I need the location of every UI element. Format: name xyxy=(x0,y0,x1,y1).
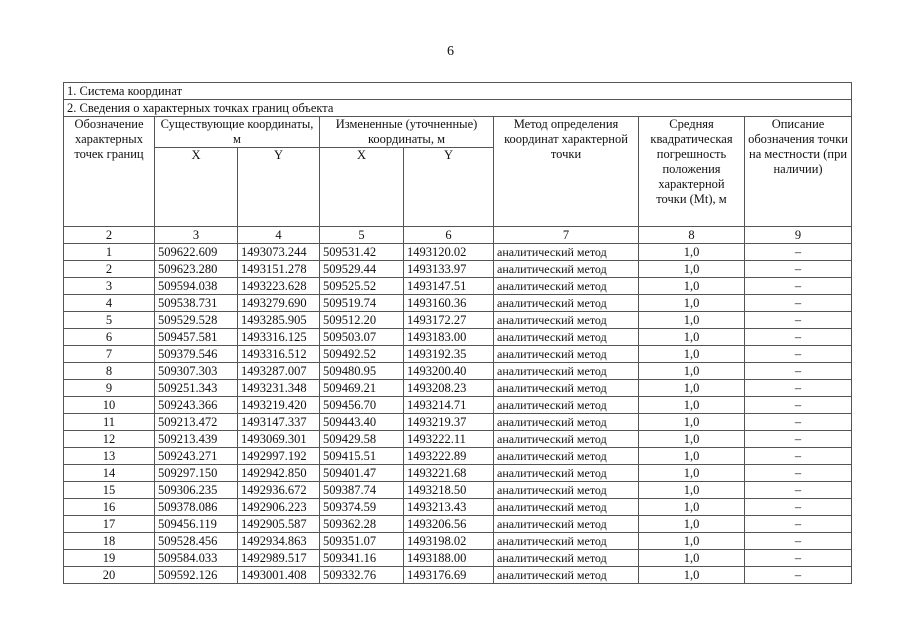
header-changed-coordinates: Измененные (уточненные) координаты, м xyxy=(320,117,494,148)
table-row xyxy=(64,448,852,465)
cell-existing-x: 509297.150 xyxy=(155,465,238,482)
table-row xyxy=(64,516,852,533)
cell-changed-y: 1493176.69 xyxy=(404,567,494,584)
header-existing-y: Y xyxy=(238,148,320,227)
header-existing-x: X xyxy=(155,148,238,227)
cell-point-number: 18 xyxy=(64,533,155,550)
table-row xyxy=(64,482,852,499)
cell-existing-y: 1492997.192 xyxy=(238,448,320,465)
cell-changed-x: 509492.52 xyxy=(320,346,404,363)
cell-changed-x: 509443.40 xyxy=(320,414,404,431)
header-changed-y: Y xyxy=(404,148,494,227)
table-row xyxy=(64,397,852,414)
cell-changed-y: 1493133.97 xyxy=(404,261,494,278)
cell-changed-x: 509512.20 xyxy=(320,312,404,329)
cell-point-number: 11 xyxy=(64,414,155,431)
cell-changed-x: 509429.58 xyxy=(320,431,404,448)
cell-description: – xyxy=(745,295,852,312)
cell-error: 1,0 xyxy=(639,244,745,261)
cell-changed-x: 509503.07 xyxy=(320,329,404,346)
cell-method: аналитический метод xyxy=(494,397,639,414)
header-description: Описание обозначения точки на местности (при наличии) xyxy=(745,117,852,227)
cell-method: аналитический метод xyxy=(494,278,639,295)
cell-existing-y: 1492934.863 xyxy=(238,533,320,550)
boundary-points-table xyxy=(63,82,852,584)
cell-existing-y: 1493279.690 xyxy=(238,295,320,312)
cell-description: – xyxy=(745,516,852,533)
cell-existing-y: 1493219.420 xyxy=(238,397,320,414)
table-row xyxy=(64,346,852,363)
cell-error: 1,0 xyxy=(639,465,745,482)
cell-error: 1,0 xyxy=(639,397,745,414)
cell-changed-y: 1493208.23 xyxy=(404,380,494,397)
cell-changed-y: 1493218.50 xyxy=(404,482,494,499)
cell-existing-x: 509622.609 xyxy=(155,244,238,261)
column-number: 8 xyxy=(639,227,745,244)
cell-point-number: 10 xyxy=(64,397,155,414)
cell-method: аналитический метод xyxy=(494,380,639,397)
cell-existing-y: 1493151.278 xyxy=(238,261,320,278)
header-existing-coordinates: Существующие координаты, м xyxy=(155,117,320,148)
cell-point-number: 15 xyxy=(64,482,155,499)
cell-existing-y: 1493147.337 xyxy=(238,414,320,431)
cell-point-number: 8 xyxy=(64,363,155,380)
cell-error: 1,0 xyxy=(639,533,745,550)
cell-description: – xyxy=(745,244,852,261)
cell-point-number: 6 xyxy=(64,329,155,346)
cell-changed-y: 1493206.56 xyxy=(404,516,494,533)
cell-error: 1,0 xyxy=(639,499,745,516)
cell-existing-y: 1492989.517 xyxy=(238,550,320,567)
table-row xyxy=(64,533,852,550)
cell-existing-x: 509213.439 xyxy=(155,431,238,448)
cell-changed-x: 509374.59 xyxy=(320,499,404,516)
cell-method: аналитический метод xyxy=(494,431,639,448)
cell-existing-y: 1492905.587 xyxy=(238,516,320,533)
cell-changed-x: 509525.52 xyxy=(320,278,404,295)
cell-existing-x: 509623.280 xyxy=(155,261,238,278)
cell-changed-y: 1493192.35 xyxy=(404,346,494,363)
cell-description: – xyxy=(745,414,852,431)
cell-method: аналитический метод xyxy=(494,244,639,261)
column-number: 6 xyxy=(404,227,494,244)
cell-changed-y: 1493222.89 xyxy=(404,448,494,465)
cell-existing-y: 1492906.223 xyxy=(238,499,320,516)
cell-changed-y: 1493221.68 xyxy=(404,465,494,482)
cell-changed-x: 509529.44 xyxy=(320,261,404,278)
column-number: 4 xyxy=(238,227,320,244)
cell-point-number: 7 xyxy=(64,346,155,363)
cell-changed-x: 509332.76 xyxy=(320,567,404,584)
cell-point-number: 9 xyxy=(64,380,155,397)
cell-changed-y: 1493198.02 xyxy=(404,533,494,550)
cell-error: 1,0 xyxy=(639,448,745,465)
cell-existing-x: 509457.581 xyxy=(155,329,238,346)
cell-changed-x: 509531.42 xyxy=(320,244,404,261)
cell-description: – xyxy=(745,533,852,550)
cell-error: 1,0 xyxy=(639,278,745,295)
cell-existing-x: 509251.343 xyxy=(155,380,238,397)
cell-description: – xyxy=(745,261,852,278)
cell-changed-y: 1493188.00 xyxy=(404,550,494,567)
cell-changed-x: 509362.28 xyxy=(320,516,404,533)
cell-description: – xyxy=(745,499,852,516)
cell-point-number: 12 xyxy=(64,431,155,448)
cell-changed-y: 1493219.37 xyxy=(404,414,494,431)
column-number: 7 xyxy=(494,227,639,244)
cell-point-number: 17 xyxy=(64,516,155,533)
cell-changed-x: 509519.74 xyxy=(320,295,404,312)
cell-changed-x: 509341.16 xyxy=(320,550,404,567)
cell-existing-x: 509456.119 xyxy=(155,516,238,533)
cell-existing-x: 509378.086 xyxy=(155,499,238,516)
column-number: 9 xyxy=(745,227,852,244)
cell-error: 1,0 xyxy=(639,295,745,312)
cell-error: 1,0 xyxy=(639,380,745,397)
cell-point-number: 4 xyxy=(64,295,155,312)
cell-description: – xyxy=(745,363,852,380)
cell-existing-y: 1492942.850 xyxy=(238,465,320,482)
cell-changed-y: 1493200.40 xyxy=(404,363,494,380)
cell-changed-y: 1493160.36 xyxy=(404,295,494,312)
cell-point-number: 16 xyxy=(64,499,155,516)
column-number: 3 xyxy=(155,227,238,244)
cell-changed-x: 509456.70 xyxy=(320,397,404,414)
cell-description: – xyxy=(745,567,852,584)
header-error: Средняя квадратическая погрешность положения характерной точки (Mt), м xyxy=(639,117,745,227)
cell-existing-y: 1493001.408 xyxy=(238,567,320,584)
table-row xyxy=(64,312,852,329)
cell-existing-x: 509243.366 xyxy=(155,397,238,414)
cell-method: аналитический метод xyxy=(494,346,639,363)
cell-existing-x: 509213.472 xyxy=(155,414,238,431)
cell-existing-x: 509584.033 xyxy=(155,550,238,567)
cell-error: 1,0 xyxy=(639,261,745,278)
cell-method: аналитический метод xyxy=(494,312,639,329)
cell-description: – xyxy=(745,278,852,295)
cell-changed-x: 509469.21 xyxy=(320,380,404,397)
cell-description: – xyxy=(745,550,852,567)
cell-description: – xyxy=(745,397,852,414)
cell-error: 1,0 xyxy=(639,329,745,346)
cell-method: аналитический метод xyxy=(494,499,639,516)
cell-method: аналитический метод xyxy=(494,414,639,431)
cell-error: 1,0 xyxy=(639,312,745,329)
cell-changed-y: 1493213.43 xyxy=(404,499,494,516)
column-number: 2 xyxy=(64,227,155,244)
cell-point-number: 20 xyxy=(64,567,155,584)
cell-changed-x: 509401.47 xyxy=(320,465,404,482)
table-row xyxy=(64,431,852,448)
table-row xyxy=(64,567,852,584)
cell-changed-y: 1493147.51 xyxy=(404,278,494,295)
table-row xyxy=(64,380,852,397)
table-row xyxy=(64,278,852,295)
cell-existing-x: 509594.038 xyxy=(155,278,238,295)
cell-method: аналитический метод xyxy=(494,329,639,346)
cell-method: аналитический метод xyxy=(494,261,639,278)
cell-existing-x: 509379.546 xyxy=(155,346,238,363)
cell-description: – xyxy=(745,448,852,465)
cell-point-number: 13 xyxy=(64,448,155,465)
cell-error: 1,0 xyxy=(639,363,745,380)
cell-error: 1,0 xyxy=(639,550,745,567)
cell-changed-x: 509480.95 xyxy=(320,363,404,380)
header-method: Метод определения координат характерной точки xyxy=(494,117,639,227)
cell-error: 1,0 xyxy=(639,346,745,363)
table-row xyxy=(64,414,852,431)
cell-changed-y: 1493214.71 xyxy=(404,397,494,414)
cell-error: 1,0 xyxy=(639,516,745,533)
cell-error: 1,0 xyxy=(639,567,745,584)
cell-method: аналитический метод xyxy=(494,465,639,482)
cell-method: аналитический метод xyxy=(494,363,639,380)
cell-changed-x: 509351.07 xyxy=(320,533,404,550)
cell-existing-y: 1493231.348 xyxy=(238,380,320,397)
cell-description: – xyxy=(745,380,852,397)
table-row xyxy=(64,465,852,482)
cell-existing-x: 509528.456 xyxy=(155,533,238,550)
cell-existing-y: 1492936.672 xyxy=(238,482,320,499)
cell-changed-y: 1493172.27 xyxy=(404,312,494,329)
cell-description: – xyxy=(745,465,852,482)
cell-method: аналитический метод xyxy=(494,448,639,465)
cell-point-number: 3 xyxy=(64,278,155,295)
cell-existing-y: 1493316.125 xyxy=(238,329,320,346)
cell-existing-x: 509529.528 xyxy=(155,312,238,329)
cell-changed-y: 1493222.11 xyxy=(404,431,494,448)
cell-changed-x: 509387.74 xyxy=(320,482,404,499)
cell-existing-y: 1493287.007 xyxy=(238,363,320,380)
cell-method: аналитический метод xyxy=(494,295,639,312)
cell-changed-x: 509415.51 xyxy=(320,448,404,465)
table-row xyxy=(64,295,852,312)
cell-error: 1,0 xyxy=(639,431,745,448)
cell-existing-x: 509307.303 xyxy=(155,363,238,380)
cell-existing-y: 1493285.905 xyxy=(238,312,320,329)
cell-method: аналитический метод xyxy=(494,533,639,550)
table-row xyxy=(64,261,852,278)
table-row xyxy=(64,329,852,346)
table-row xyxy=(64,499,852,516)
cell-point-number: 1 xyxy=(64,244,155,261)
cell-existing-x: 509306.235 xyxy=(155,482,238,499)
cell-changed-y: 1493120.02 xyxy=(404,244,494,261)
column-numbers-row xyxy=(64,227,852,244)
table-row xyxy=(64,244,852,261)
section-coordinate-system: 1. Система координат xyxy=(64,83,852,100)
cell-point-number: 5 xyxy=(64,312,155,329)
column-number: 5 xyxy=(320,227,404,244)
cell-description: – xyxy=(745,346,852,363)
cell-existing-x: 509592.126 xyxy=(155,567,238,584)
cell-changed-y: 1493183.00 xyxy=(404,329,494,346)
cell-method: аналитический метод xyxy=(494,567,639,584)
cell-description: – xyxy=(745,329,852,346)
section-boundary-points: 2. Сведения о характерных точках границ объекта xyxy=(64,100,852,117)
table-row xyxy=(64,550,852,567)
cell-existing-x: 509538.731 xyxy=(155,295,238,312)
cell-method: аналитический метод xyxy=(494,550,639,567)
cell-existing-y: 1493316.512 xyxy=(238,346,320,363)
cell-method: аналитический метод xyxy=(494,482,639,499)
cell-point-number: 14 xyxy=(64,465,155,482)
cell-description: – xyxy=(745,431,852,448)
page-number: 6 xyxy=(447,44,454,59)
table-row xyxy=(64,363,852,380)
cell-point-number: 19 xyxy=(64,550,155,567)
cell-existing-y: 1493223.628 xyxy=(238,278,320,295)
header-point-label: Обозначение характерных точек границ xyxy=(64,117,155,227)
cell-error: 1,0 xyxy=(639,482,745,499)
cell-error: 1,0 xyxy=(639,414,745,431)
cell-method: аналитический метод xyxy=(494,516,639,533)
cell-existing-y: 1493069.301 xyxy=(238,431,320,448)
header-changed-x: X xyxy=(320,148,404,227)
cell-description: – xyxy=(745,482,852,499)
cell-existing-y: 1493073.244 xyxy=(238,244,320,261)
cell-description: – xyxy=(745,312,852,329)
cell-existing-x: 509243.271 xyxy=(155,448,238,465)
cell-point-number: 2 xyxy=(64,261,155,278)
